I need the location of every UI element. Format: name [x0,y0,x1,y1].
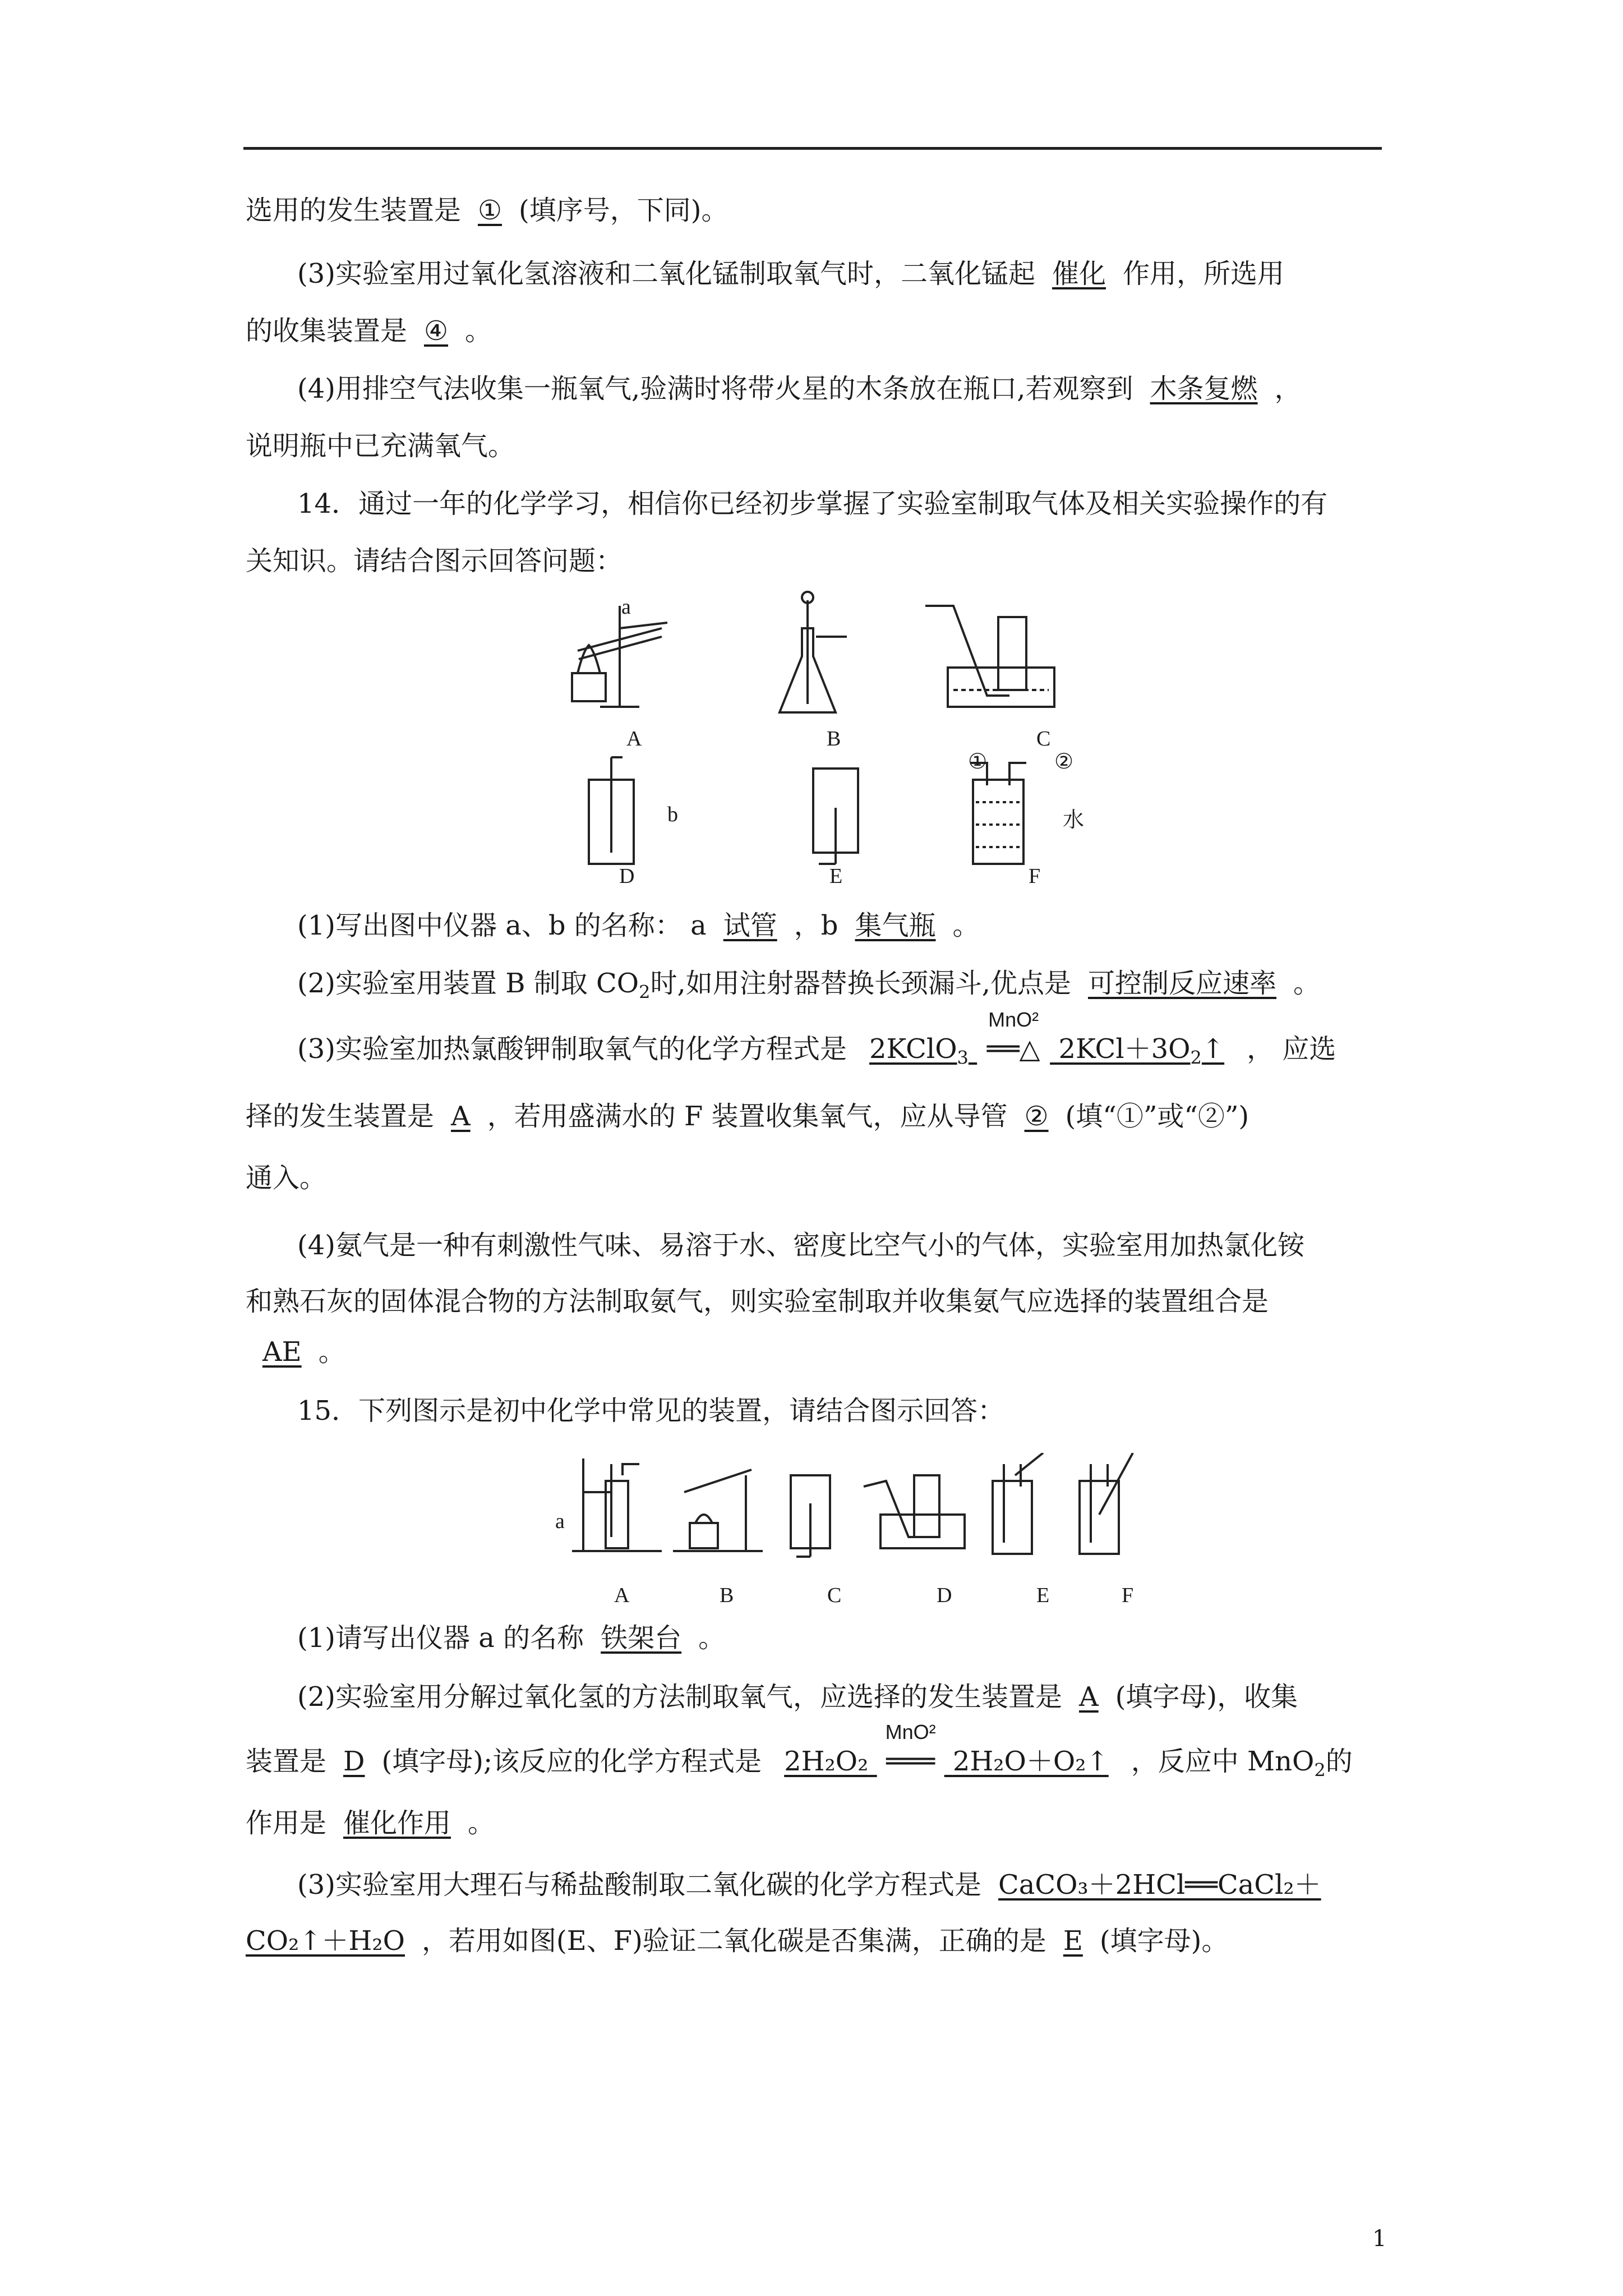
page-number: 1 [1372,2226,1387,2252]
text-line: 通入。 [246,1162,327,1194]
answer: 试管 [723,910,777,941]
text-line: 的收集装置是 ④ 。 [246,315,492,347]
text-line: (3)实验室用过氧化氢溶液和二氧化锰制取氧气时，二氧化锰起 催化 作用，所选用 [297,258,1285,289]
answer: CaCO₃＋2HCl══CaCl₂＋ [998,1869,1321,1901]
label-F: F [1029,864,1041,888]
label-A: A [614,1584,630,1607]
text-line: (1)请写出仪器 a 的名称 铁架台 。 [297,1622,726,1654]
answer: 催化作用 [343,1807,451,1839]
label-B: B [720,1584,734,1607]
answer: CO₂↑＋H₂O [246,1925,405,1957]
equation-answer: 2H₂O₂ MnO² ═══ 2H₂O＋O₂↑ [762,1745,1131,1778]
port-1: ① [968,750,988,774]
text-line: (2)实验室用分解过氧化氢的方法制取氧气，应选择的发生装置是 A (填字母)，收集 [297,1681,1298,1713]
text-line: (4)氨气是一种有刺激性气味、易溶于水、密度比空气小的气体，实验室用加热氯化铵 [297,1230,1304,1261]
answer: A [451,1101,471,1132]
answer: 铁架台 [601,1622,682,1654]
answer: 木条复燃 [1150,373,1258,404]
label-a: a [555,1510,565,1533]
header-rule [243,147,1382,150]
text-line: (4)用排空气法收集一瓶氧气,验满时将带火星的木条放在瓶口,若观察到 木条复燃 ， [297,373,1302,404]
equation-answer: 2KClO$_3$ MnO² ══△ $2KCl+3O_2↑$ [847,1032,1247,1075]
condition-catalyst: MnO² [988,1008,1039,1031]
condition-catalyst: MnO² [885,1720,936,1743]
port-2: ② [1054,750,1074,774]
text-line: 选用的发生装置是 ① (填序号，下同)。 [246,195,728,226]
answer: ② [1024,1101,1049,1132]
equation-line: (3)实验室加热氯酸钾制取氧气的化学方程式是 2KClO$_3$ MnO² ══△ $2KCl+3O_2↑$ ， 应选 [297,1032,1336,1075]
label-C: C [1036,727,1051,751]
label-D: D [937,1584,952,1607]
label-C: C [827,1584,842,1607]
label-E: E [829,864,843,888]
figure-15-apparatus [550,1453,1144,1582]
label-water: 水 [1063,808,1085,832]
question-14: 14．通过一年的化学学习，相信你已经初步掌握了实验室制取气体及相关实验操作的有 [297,488,1328,519]
text-line: CO₂↑＋H₂O ，若用如图(E、F)验证二氧化碳是否集满，正确的是 E (填字母)。 [246,1925,1229,1957]
label-E: E [1036,1584,1050,1607]
text-line: (3)实验室用大理石与稀盐酸制取二氧化碳的化学方程式是 CaCO₃＋2HCl══CaCl₂＋ [297,1868,1338,1902]
label-D: D [619,864,635,888]
label-A: A [626,727,642,751]
label-a: a [621,595,631,619]
text-line: 和熟石灰的固体混合物的方法制取氨气，则实验室制取并收集氨气应选择的装置组合是 [246,1286,1269,1317]
answer: E [1063,1925,1083,1957]
text-line: (2)实验室用装置 B 制取 $CO_2$时,如用注射器替换长颈漏斗,优点是 可控制反应速率 。 [297,968,1321,1003]
answer: ④ [424,315,449,347]
text-line: 作用是 催化作用 。 [246,1807,495,1839]
answer: ① [478,195,502,226]
question-15: 15．下列图示是初中化学中常见的装置，请结合图示回答： [297,1395,1005,1427]
equation-line: 装置是 D (填字母);该反应的化学方程式是 2H₂O₂ MnO² ═══ 2H₂O＋O₂↑ ，反应中 MnO$_2$的 [246,1745,1353,1787]
answer: D [343,1746,365,1777]
label-b: b [667,803,678,826]
text-line: AE 。 [246,1335,345,1369]
text-line: 关知识。请结合图示回答问题： [246,545,623,577]
answer: AE [262,1336,302,1368]
answer: 催化 [1052,258,1106,289]
text-line: 说明瓶中已充满氧气。 [246,430,515,462]
answer: 集气瓶 [855,910,936,941]
text-line: (1)写出图中仪器 a、b 的名称： a 试管 ，b 集气瓶 。 [297,910,980,941]
text-line: 择的发生装置是 A ，若用盛满水的 F 装置收集氧气，应从导管 ② (填“①”或“②”) [246,1101,1249,1132]
label-F: F [1122,1584,1134,1607]
answer: A [1079,1681,1099,1713]
label-B: B [827,727,841,751]
answer: 可控制反应速率 [1088,968,1277,999]
